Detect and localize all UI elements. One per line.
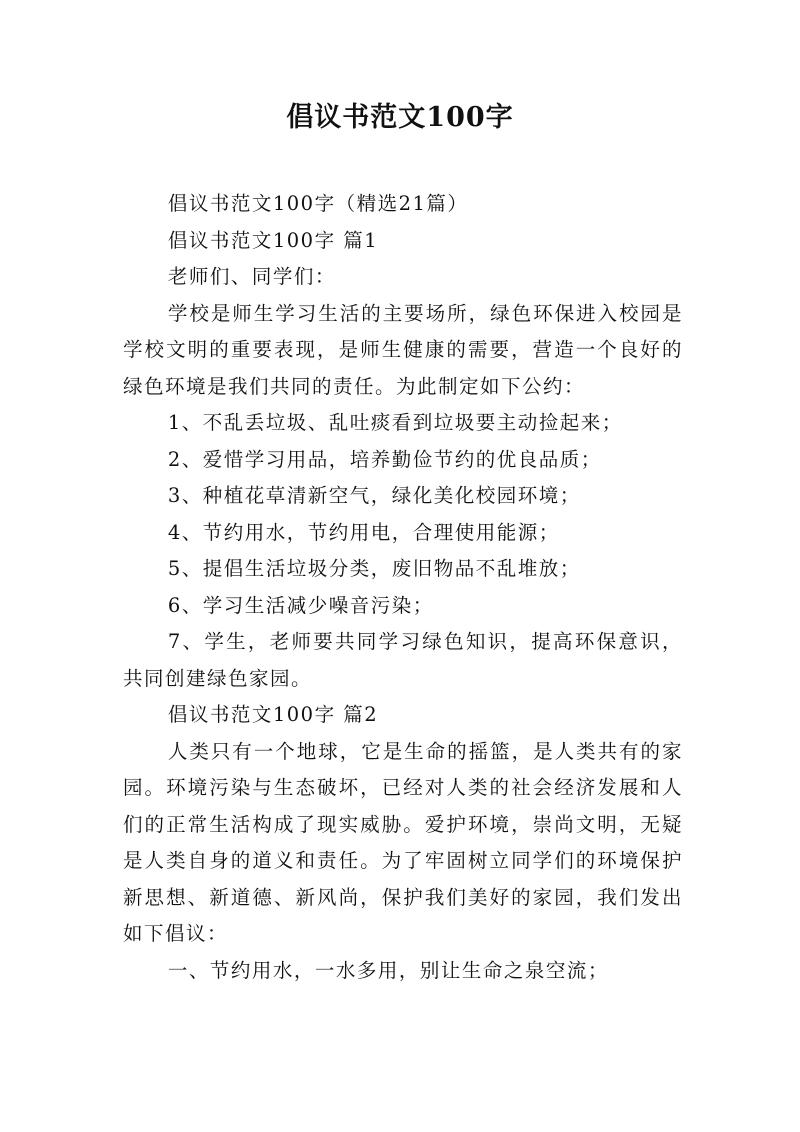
list-item-7: 7、学生，老师要共同学习绿色知识，提高环保意识，共同创建绿色家园。 bbox=[123, 630, 683, 690]
document-title: 倡议书范文100字 bbox=[286, 102, 514, 133]
list-item-6: 6、学习生活减少噪音污染； bbox=[167, 593, 434, 617]
list-item-4: 4、节约用水，节约用电，合理使用能源； bbox=[167, 520, 560, 544]
list-item-3: 3、种植花草清新空气，绿化美化校园环境； bbox=[167, 484, 581, 507]
body-paragraph: 人类只有一个地球，它是生命的摇篮，是人类共有的家园。环境污染与生态破坏，已经对人类的社会经济发展和人们的正常生活构成了现实威胁。爱护环境，崇尚文明，无疑是人类自身的道义和责任。为了牢固树立同学们的环境保护新思想、新道德、新风尚，保护我们美好的家园，我们发出如下倡议： bbox=[123, 739, 683, 945]
list-item-2: 2、爱惜学习用品，培养勤俭节约的优良品质； bbox=[167, 447, 602, 471]
list-item-1: 1、不乱丢垃圾、乱吐痰看到垃圾要主动捡起来； bbox=[167, 411, 623, 434]
section-heading-1: 倡议书范文100字 篇1 bbox=[167, 228, 379, 252]
salutation-paragraph: 老师们、同学们： bbox=[167, 265, 336, 288]
proposal-item-1: 一、节约用水，一水多用，别让生命之泉空流； bbox=[167, 958, 609, 982]
subtitle-paragraph: 倡议书范文100字（精选21篇） bbox=[167, 192, 469, 215]
list-item-5: 5、提倡生活垃圾分类，废旧物品不乱堆放； bbox=[167, 557, 581, 580]
document-body bbox=[123, 186, 683, 989]
intro-paragraph: 学校是师生学习生活的主要场所，绿色环保进入校园是学校文明的重要表现，是师生健康的需要，营造一个良好的绿色环境是我们共同的责任。为此制定如下公约： bbox=[123, 301, 683, 398]
section-heading-2: 倡议书范文100字 篇2 bbox=[167, 703, 379, 726]
